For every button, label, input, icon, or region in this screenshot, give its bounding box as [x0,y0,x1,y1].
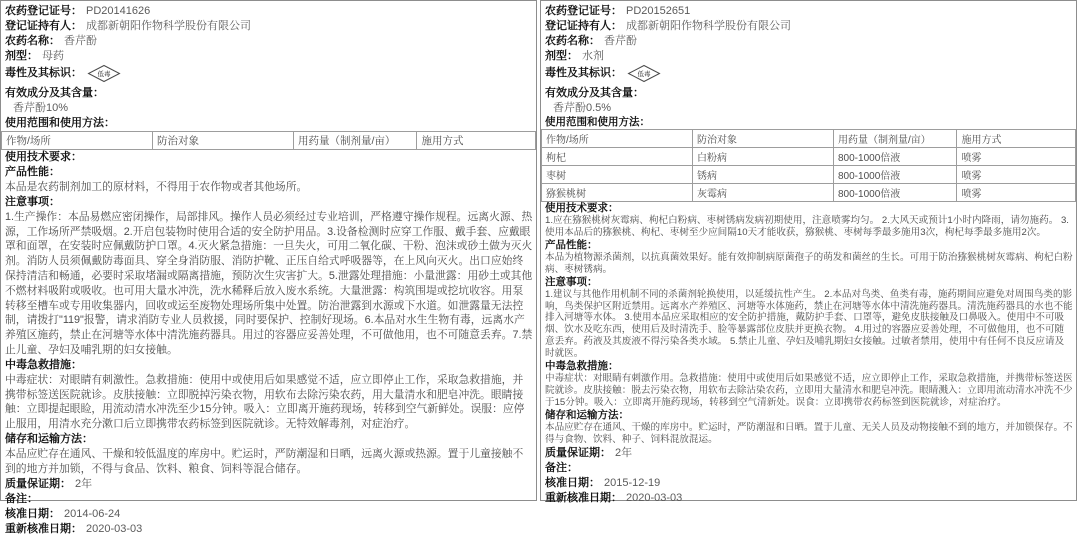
storage-transport-heading: 储存和运输方法： [5,432,93,445]
ingredient-section-row [1,86,536,101]
product-performance-heading: 产品性能： [5,166,60,178]
reapproval-date-row [541,491,1076,506]
registration-number-label: 农药登记证号： [545,5,622,17]
formulation-value: 母药 [42,50,64,62]
registration-number-row [1,4,536,19]
formulation-value: 水剂 [582,50,604,62]
usage-col-dosage: 用药量（制剂量/亩） [294,132,417,150]
ingredient-value: 香芹酚0.5% [553,102,612,114]
pesticide-name-label: 农药名称： [545,35,600,47]
crop-cell: 枣树 [542,166,693,184]
precautions-text: 1.建议与其他作用机制不同的杀菌剂轮换使用，以延缓抗性产生。 2.本品对鸟类、鱼类有毒，施药期间应避免对周围鸟类的影响，鸟类保护区附近禁用。远离水产养殖区、河塘等水体施药，禁止在河塘等水体中清洗施药器具。清洗施药器具的水也不能排入河塘等水体。 3.使用本品应采取相应的安全防护措施，戴防护手套、口罩等，避免皮肤接触及口鼻吸入。使用中不可吸烟、饮水及吃东西，使用后及时清洗手、脸等暴露部位皮肤并更换衣物。 4.用过的容器应妥善处理，不可做他用，也不可随意丢弃。药液及其废液不得污染各类水域。 5.禁止儿童、孕妇及哺乳期妇女接触。过敏者禁用，使用中有任何不良反应请及时就医。 [545,288,1073,360]
remark-row [1,492,536,507]
usage-table-row-jujube [542,166,1076,184]
formulation-row [541,49,1076,64]
ingredient-value-row [1,101,536,116]
approval-date-row [1,507,536,522]
reapproval-date-value: 2020-03-03 [626,491,683,504]
product-performance-text: 本品为植物源杀菌剂，以抗真菌效果好。能有效抑制病原菌孢子的萌发和菌丝的生长。可用于防治猕猴桃树灰霉病、枸杞白粉病、枣树锈病。 [545,251,1073,275]
registration-number-row [541,4,1076,19]
remark-row [541,461,1076,476]
method-cell: 喷雾 [957,148,1076,166]
crop-cell: 枸杞 [542,148,693,166]
usage-col-method: 施用方式 [417,132,536,150]
low-toxicity-diamond-icon [628,65,660,82]
warranty-value: 2年 [615,446,633,459]
dosage-cell: 800-1000倍液 [834,184,957,202]
usage-col-target: 防治对象 [153,132,294,150]
crop-cell: 猕猴桃树 [542,184,693,202]
warranty-row [1,477,536,492]
first-aid-text: 中毒症状：对眼睛有刺激性。急救措施：使用中或使用后如果感觉不适，应立即停止工作，采取急救措施，并携带标签送医院就诊。皮肤接触：立即脱掉污染衣物，用软布去除污染农药，用大量清水和肥皂冲洗。眼睛接触：立即提起眼睑，用流动清水冲洗至少15分钟。吸入：立即离开施药现场，转移到空气新鲜处。误服：应停止服用，用清水充分漱口后立即携带农药标签到医院就诊。无特效解毒剂，对症治疗。 [5,373,525,431]
certificate-holder-value: 成都新朝阳作物科学股份有限公司 [86,20,251,32]
usage-scope-heading: 使用范围和使用方法： [545,116,650,128]
dosage-cell: 800-1000倍液 [834,148,957,166]
registration-number-value: PD20141626 [86,5,151,17]
toxicity-label: 毒性及其标识： [5,67,82,79]
ingredient-label: 有效成分及其含量： [5,87,104,99]
target-cell: 灰霉病 [693,184,834,202]
first-aid-heading: 中毒急救措施： [545,360,619,373]
usage-table-row-goji [542,148,1076,166]
method-cell: 喷雾 [957,166,1076,184]
usage-table [1,131,536,150]
low-toxicity-diamond-icon [88,65,120,82]
usage-table-header-row [2,132,536,150]
certificate-holder-label: 登记证持有人： [5,20,82,32]
certificate-holder-label: 登记证持有人： [545,20,622,32]
storage-transport-heading: 储存和运输方法： [545,408,629,421]
approval-date-value: 2014-06-24 [64,507,121,520]
product-performance-heading: 产品性能： [545,238,598,251]
precautions-heading: 注意事项： [545,275,598,288]
usage-scope-heading: 使用范围和使用方法： [5,117,115,129]
method-cell: 喷雾 [957,184,1076,202]
ingredient-label: 有效成分及其含量： [545,87,644,99]
reapproval-date-label: 重新核准日期： [545,491,622,504]
storage-transport-text: 本品应贮存在通风、干燥和较低温度的库房中。贮运时，严防潮湿和日晒，远离火源或热源。置于儿童接触不到的地方并加锁，不得与食品、饮料、粮食、饲料等混合储存。 [5,447,524,475]
pesticide-name-row [1,34,536,49]
formulation-label: 剂型： [545,50,578,62]
label-panel-right [540,0,1077,504]
registration-number-label: 农药登记证号： [5,5,82,17]
usage-table-header-row [542,130,1076,148]
certificate-holder-value: 成都新朝阳作物科学股份有限公司 [626,20,791,32]
pesticide-name-value: 香芹酚 [64,35,97,47]
pesticide-name-row [541,34,1076,49]
formulation-row [1,49,536,64]
usage-col-crop: 作物/场所 [2,132,153,150]
approval-date-value: 2015-12-19 [604,476,661,489]
approval-date-label: 核准日期： [5,507,60,520]
toxicity-row [541,64,1076,83]
registration-number-value: PD20152651 [626,5,691,17]
remark-label: 备注： [5,492,38,505]
usage-table-row-kiwi [542,184,1076,202]
certificate-holder-row [541,19,1076,34]
usage-table [541,129,1076,202]
product-performance-text: 本品是农药制剂加工的原材料，不得用于农作物或者其他场所。 [5,181,308,193]
technical-requirements-text: 1.应在猕猴桃树灰霉病、枸杞白粉病、枣树锈病发病初期使用，注意喷雾均匀。 2.大风天或预计1小时内降雨，请勿施药。 3.使用本品后的猕猴桃、枸杞、枣树至少应间隔10天才能收获，猕猴桃、枣树每季最多施用3次，枸杞每季最多施用2次。 [545,215,1069,238]
low-toxicity-text: 低毒 [97,71,111,78]
first-aid-text: 中毒症状：对眼睛有刺激作用。急救措施：使用中或使用后如果感觉不适，应立即停止工作，采取急救措施，并携带标签送医院就诊。皮肤接触：脱去污染衣物，用软布去除沾染农药，立即用大量清水和肥皂冲洗。眼睛溅入：立即用流动清水冲洗不少于15分钟。吸入：立即离开施药现场，转移到空气清新处。误食：立即携带农药标签到医院就诊，对症治疗。 [545,373,1073,408]
warranty-label: 质量保证期： [5,477,71,490]
reapproval-date-row [1,522,536,537]
formulation-label: 剂型： [5,50,38,62]
reapproval-date-label: 重新核准日期： [5,522,82,535]
usage-col-crop: 作物/场所 [542,130,693,148]
precautions-text: 1.生产操作：本品易燃应密闭操作，局部排风。操作人员必须经过专业培训，严格遵守操作规程。远离火源、热源，工作场所严禁吸烟。2.开启包装物时使用合适的安全防护用品。3.设备检测时应穿工作服、戴手套、应戴眼罩和面罩，在安装时应佩戴防护口罩。4.灭火紧急措施：一旦失火，可用二氧化碳、干粉、泡沫或砂土做为灭火剂。消防人员须佩戴防毒面具、穿全身消防服、消防护靴、正压自给式呼吸器等，在上风向灭火。出口应始终保持清洁和畅通，必要时采取堵漏或隔离措施，预防次生灾害扩大。5.泄露处理措施：小量泄露：用砂土或其他不燃材料吸附或吸收。也可用大量水冲洗，洗水稀释后放入废水系统。大量泄露：构筑围堤或挖坑收容。用泵转移至槽车或专用收集器内，回收或运至废物处理场所集中处置。防治泄露到水源或下水道。如泄露量无法控制，请拨打"119"报警，请求消防专业人员救援，同时要保护、控制好现场。6.本品对水生生物有毒，远离水产养殖区施药，禁止在河塘等水体中清洗施药器具。用过的容器应妥善处理，不可做他用，也不可随意丢弃。7.禁止儿童、孕妇及哺乳期的妇女接触。 [5,210,533,356]
ingredient-value: 香芹酚10% [13,102,69,114]
pesticide-name-label: 农药名称： [5,35,60,47]
label-panel-left [0,0,537,535]
approval-date-row [541,476,1076,491]
warranty-label: 质量保证期： [545,446,611,459]
precautions-heading: 注意事项： [5,195,60,208]
toxicity-label: 毒性及其标识： [545,67,622,79]
remark-label: 备注： [545,461,578,474]
warranty-value: 2年 [75,477,93,490]
usage-col-target: 防治对象 [693,130,834,148]
storage-transport-text: 本品应贮存在通风、干燥的库房中。贮运时，严防潮湿和日晒。置于儿童、无关人员及动物接触不到的地方，并加锁保存。不得与食物、饮料、种子、饲料混放混运。 [545,421,1073,445]
ingredient-value-row [541,101,1076,116]
ingredient-section-row [541,86,1076,101]
approval-date-label: 核准日期： [545,476,600,489]
usage-col-dosage: 用药量（制剂量/亩） [834,130,957,148]
reapproval-date-value: 2020-03-03 [86,522,143,535]
usage-col-method: 施用方式 [957,130,1076,148]
warranty-row [541,446,1076,461]
first-aid-heading: 中毒急救措施： [5,358,82,371]
dosage-cell: 800-1000倍液 [834,166,957,184]
target-cell: 锈病 [693,166,834,184]
technical-requirements-heading: 使用技术要求： [545,202,619,214]
target-cell: 白粉病 [693,148,834,166]
pesticide-name-value: 香芹酚 [604,35,637,47]
technical-requirements-heading: 使用技术要求： [5,151,82,163]
certificate-holder-row [1,19,536,34]
low-toxicity-text: 低毒 [637,71,651,78]
toxicity-row [1,64,536,83]
